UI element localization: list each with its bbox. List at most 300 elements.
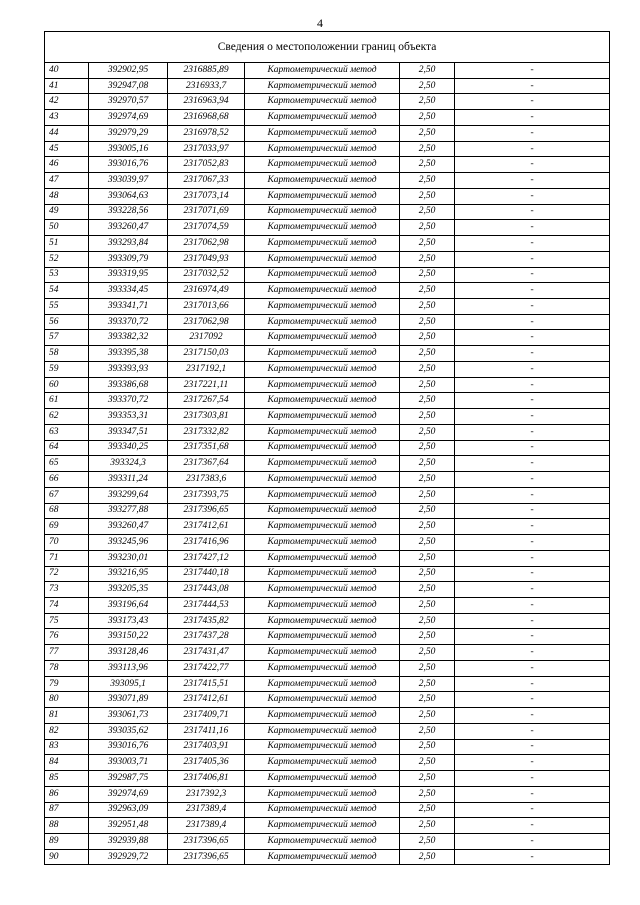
y-coordinate-cell: 2317389,4 [168,818,245,834]
accuracy-cell: 2,50 [400,849,455,865]
table-row [45,660,610,676]
point-number-cell: 49 [45,204,89,220]
accuracy-cell: 2,50 [400,173,455,189]
y-coordinate-cell: 2317267,54 [168,393,245,409]
x-coordinate-cell: 393293,84 [89,236,168,252]
y-coordinate-cell: 2317396,65 [168,503,245,519]
x-coordinate-cell: 393064,63 [89,188,168,204]
point-number-cell: 53 [45,267,89,283]
y-coordinate-cell: 2317403,91 [168,739,245,755]
accuracy-cell: 2,50 [400,723,455,739]
method-cell: Картометрический метод [245,739,400,755]
y-coordinate-cell: 2317392,3 [168,786,245,802]
method-cell: Картометрический метод [245,613,400,629]
page-number: 4 [317,16,323,30]
x-coordinate-cell: 393382,32 [89,330,168,346]
y-coordinate-cell: 2317412,61 [168,519,245,535]
y-coordinate-cell: 2317406,81 [168,771,245,787]
note-cell: - [455,330,610,346]
point-number-cell: 83 [45,739,89,755]
point-number-cell: 51 [45,236,89,252]
x-coordinate-cell: 392970,57 [89,94,168,110]
method-cell: Картометрический метод [245,314,400,330]
point-number-cell: 89 [45,833,89,849]
table-row [45,173,610,189]
note-cell: - [455,141,610,157]
method-cell: Картометрический метод [245,645,400,661]
table-row [45,157,610,173]
note-cell: - [455,251,610,267]
method-cell: Картометрический метод [245,833,400,849]
method-cell: Картометрический метод [245,708,400,724]
accuracy-cell: 2,50 [400,566,455,582]
table-row [45,314,610,330]
point-number-cell: 44 [45,125,89,141]
x-coordinate-cell: 392963,09 [89,802,168,818]
x-coordinate-cell: 393260,47 [89,220,168,236]
point-number-cell: 72 [45,566,89,582]
note-cell: - [455,487,610,503]
x-coordinate-cell: 393395,38 [89,346,168,362]
note-cell: - [455,660,610,676]
note-cell: - [455,220,610,236]
point-number-cell: 66 [45,472,89,488]
table-row [45,503,610,519]
accuracy-cell: 2,50 [400,645,455,661]
accuracy-cell: 2,50 [400,361,455,377]
note-cell: - [455,535,610,551]
method-cell: Картометрический метод [245,771,400,787]
point-number-cell: 69 [45,519,89,535]
table-row [45,78,610,94]
x-coordinate-cell: 392929,72 [89,849,168,865]
y-coordinate-cell: 2316974,49 [168,283,245,299]
point-number-cell: 75 [45,613,89,629]
accuracy-cell: 2,50 [400,188,455,204]
y-coordinate-cell: 2317437,28 [168,629,245,645]
y-coordinate-cell: 2317221,11 [168,377,245,393]
x-coordinate-cell: 393319,95 [89,267,168,283]
point-number-cell: 74 [45,597,89,613]
x-coordinate-cell: 392939,88 [89,833,168,849]
note-cell: - [455,456,610,472]
point-number-cell: 76 [45,629,89,645]
table-row [45,283,610,299]
point-number-cell: 43 [45,110,89,126]
method-cell: Картометрический метод [245,786,400,802]
x-coordinate-cell: 393016,76 [89,739,168,755]
point-number-cell: 50 [45,220,89,236]
table-row [45,141,610,157]
x-coordinate-cell: 392947,08 [89,78,168,94]
point-number-cell: 73 [45,582,89,598]
table-title-row [45,32,610,63]
point-number-cell: 62 [45,409,89,425]
x-coordinate-cell: 393353,31 [89,409,168,425]
method-cell: Картометрический метод [245,283,400,299]
accuracy-cell: 2,50 [400,613,455,629]
accuracy-cell: 2,50 [400,629,455,645]
accuracy-cell: 2,50 [400,440,455,456]
point-number-cell: 78 [45,660,89,676]
note-cell: - [455,236,610,252]
note-cell: - [455,424,610,440]
x-coordinate-cell: 393228,56 [89,204,168,220]
accuracy-cell: 2,50 [400,487,455,503]
x-coordinate-cell: 393370,72 [89,314,168,330]
y-coordinate-cell: 2316963,94 [168,94,245,110]
method-cell: Картометрический метод [245,78,400,94]
method-cell: Картометрический метод [245,472,400,488]
x-coordinate-cell: 392987,75 [89,771,168,787]
method-cell: Картометрический метод [245,597,400,613]
point-number-cell: 77 [45,645,89,661]
method-cell: Картометрический метод [245,110,400,126]
x-coordinate-cell: 393150,22 [89,629,168,645]
point-number-cell: 84 [45,755,89,771]
method-cell: Картометрический метод [245,204,400,220]
note-cell: - [455,110,610,126]
accuracy-cell: 2,50 [400,157,455,173]
accuracy-cell: 2,50 [400,739,455,755]
table-row [45,361,610,377]
accuracy-cell: 2,50 [400,299,455,315]
method-cell: Картометрический метод [245,550,400,566]
accuracy-cell: 2,50 [400,78,455,94]
x-coordinate-cell: 393324,3 [89,456,168,472]
accuracy-cell: 2,50 [400,204,455,220]
point-number-cell: 40 [45,63,89,79]
accuracy-cell: 2,50 [400,597,455,613]
accuracy-cell: 2,50 [400,409,455,425]
accuracy-cell: 2,50 [400,220,455,236]
point-number-cell: 88 [45,818,89,834]
table-row [45,755,610,771]
y-coordinate-cell: 2316885,89 [168,63,245,79]
table-row [45,802,610,818]
method-cell: Картометрический метод [245,723,400,739]
y-coordinate-cell: 2317444,53 [168,597,245,613]
point-number-cell: 79 [45,676,89,692]
note-cell: - [455,771,610,787]
table-row [45,723,610,739]
point-number-cell: 70 [45,535,89,551]
point-number-cell: 42 [45,94,89,110]
table-row [45,440,610,456]
accuracy-cell: 2,50 [400,802,455,818]
method-cell: Картометрический метод [245,393,400,409]
method-cell: Картометрический метод [245,566,400,582]
y-coordinate-cell: 2316978,52 [168,125,245,141]
accuracy-cell: 2,50 [400,519,455,535]
method-cell: Картометрический метод [245,157,400,173]
x-coordinate-cell: 392951,48 [89,818,168,834]
method-cell: Картометрический метод [245,755,400,771]
point-number-cell: 71 [45,550,89,566]
y-coordinate-cell: 2317067,33 [168,173,245,189]
x-coordinate-cell: 393003,71 [89,755,168,771]
x-coordinate-cell: 393340,25 [89,440,168,456]
y-coordinate-cell: 2317049,93 [168,251,245,267]
table-row [45,299,610,315]
y-coordinate-cell: 2317443,08 [168,582,245,598]
table-row [45,771,610,787]
accuracy-cell: 2,50 [400,818,455,834]
method-cell: Картометрический метод [245,629,400,645]
accuracy-cell: 2,50 [400,771,455,787]
table-row [45,409,610,425]
table-row [45,346,610,362]
note-cell: - [455,708,610,724]
y-coordinate-cell: 2317351,68 [168,440,245,456]
method-cell: Картометрический метод [245,141,400,157]
note-cell: - [455,188,610,204]
y-coordinate-cell: 2317074,59 [168,220,245,236]
table-row [45,377,610,393]
note-cell: - [455,361,610,377]
x-coordinate-cell: 393095,1 [89,676,168,692]
accuracy-cell: 2,50 [400,110,455,126]
method-cell: Картометрический метод [245,377,400,393]
x-coordinate-cell: 393173,43 [89,613,168,629]
y-coordinate-cell: 2317389,4 [168,802,245,818]
x-coordinate-cell: 393347,51 [89,424,168,440]
note-cell: - [455,393,610,409]
table-row [45,739,610,755]
point-number-cell: 57 [45,330,89,346]
accuracy-cell: 2,50 [400,236,455,252]
method-cell: Картометрический метод [245,802,400,818]
x-coordinate-cell: 393393,93 [89,361,168,377]
method-cell: Картометрический метод [245,409,400,425]
method-cell: Картометрический метод [245,63,400,79]
table-row [45,393,610,409]
y-coordinate-cell: 2317411,16 [168,723,245,739]
accuracy-cell: 2,50 [400,94,455,110]
y-coordinate-cell: 2317416,96 [168,535,245,551]
accuracy-cell: 2,50 [400,833,455,849]
x-coordinate-cell: 393334,45 [89,283,168,299]
note-cell: - [455,283,610,299]
table-row [45,597,610,613]
table-row [45,188,610,204]
y-coordinate-cell: 2317412,61 [168,692,245,708]
accuracy-cell: 2,50 [400,550,455,566]
note-cell: - [455,818,610,834]
y-coordinate-cell: 2317032,52 [168,267,245,283]
point-number-cell: 46 [45,157,89,173]
accuracy-cell: 2,50 [400,786,455,802]
method-cell: Картометрический метод [245,503,400,519]
y-coordinate-cell: 2317422,77 [168,660,245,676]
y-coordinate-cell: 2317303,81 [168,409,245,425]
note-cell: - [455,94,610,110]
accuracy-cell: 2,50 [400,377,455,393]
y-coordinate-cell: 2317052,83 [168,157,245,173]
y-coordinate-cell: 2317409,71 [168,708,245,724]
accuracy-cell: 2,50 [400,660,455,676]
table-row [45,708,610,724]
y-coordinate-cell: 2317073,14 [168,188,245,204]
method-cell: Картометрический метод [245,220,400,236]
y-coordinate-cell: 2317393,75 [168,487,245,503]
y-coordinate-cell: 2317150,03 [168,346,245,362]
table-row [45,676,610,692]
method-cell: Картометрический метод [245,582,400,598]
x-coordinate-cell: 393205,35 [89,582,168,598]
table-row [45,692,610,708]
note-cell: - [455,833,610,849]
point-number-cell: 52 [45,251,89,267]
table-row [45,330,610,346]
accuracy-cell: 2,50 [400,456,455,472]
note-cell: - [455,299,610,315]
table-row [45,63,610,79]
x-coordinate-cell: 393299,64 [89,487,168,503]
accuracy-cell: 2,50 [400,535,455,551]
table-row [45,550,610,566]
method-cell: Картометрический метод [245,330,400,346]
note-cell: - [455,409,610,425]
table-row [45,629,610,645]
accuracy-cell: 2,50 [400,503,455,519]
y-coordinate-cell: 2317440,18 [168,566,245,582]
y-coordinate-cell: 2317396,65 [168,833,245,849]
method-cell: Картометрический метод [245,361,400,377]
table-row [45,125,610,141]
note-cell: - [455,267,610,283]
table-row [45,535,610,551]
method-cell: Картометрический метод [245,424,400,440]
table-row [45,456,610,472]
table-body [45,63,610,865]
note-cell: - [455,566,610,582]
note-cell: - [455,377,610,393]
x-coordinate-cell: 393311,24 [89,472,168,488]
note-cell: - [455,723,610,739]
table-row [45,220,610,236]
point-number-cell: 82 [45,723,89,739]
table-row [45,487,610,503]
accuracy-cell: 2,50 [400,125,455,141]
y-coordinate-cell: 2317062,98 [168,236,245,252]
table-row [45,519,610,535]
method-cell: Картометрический метод [245,346,400,362]
table-row [45,833,610,849]
accuracy-cell: 2,50 [400,755,455,771]
x-coordinate-cell: 393230,01 [89,550,168,566]
point-number-cell: 67 [45,487,89,503]
table-row [45,110,610,126]
note-cell: - [455,676,610,692]
y-coordinate-cell: 2317062,98 [168,314,245,330]
x-coordinate-cell: 393035,62 [89,723,168,739]
x-coordinate-cell: 393039,97 [89,173,168,189]
note-cell: - [455,739,610,755]
point-number-cell: 85 [45,771,89,787]
table-row [45,613,610,629]
method-cell: Картометрический метод [245,660,400,676]
note-cell: - [455,629,610,645]
note-cell: - [455,849,610,865]
x-coordinate-cell: 393113,96 [89,660,168,676]
note-cell: - [455,440,610,456]
table-row [45,251,610,267]
y-coordinate-cell: 2317431,47 [168,645,245,661]
table-row [45,472,610,488]
note-cell: - [455,582,610,598]
note-cell: - [455,597,610,613]
point-number-cell: 41 [45,78,89,94]
note-cell: - [455,503,610,519]
method-cell: Картометрический метод [245,251,400,267]
point-number-cell: 86 [45,786,89,802]
table-row [45,566,610,582]
point-number-cell: 60 [45,377,89,393]
point-number-cell: 58 [45,346,89,362]
x-coordinate-cell: 392979,29 [89,125,168,141]
x-coordinate-cell: 393071,89 [89,692,168,708]
note-cell: - [455,125,610,141]
point-number-cell: 65 [45,456,89,472]
x-coordinate-cell: 392974,69 [89,786,168,802]
table-row [45,786,610,802]
table-row [45,236,610,252]
accuracy-cell: 2,50 [400,582,455,598]
method-cell: Картометрический метод [245,519,400,535]
x-coordinate-cell: 393128,46 [89,645,168,661]
accuracy-cell: 2,50 [400,314,455,330]
x-coordinate-cell: 393370,72 [89,393,168,409]
accuracy-cell: 2,50 [400,63,455,79]
accuracy-cell: 2,50 [400,283,455,299]
method-cell: Картометрический метод [245,849,400,865]
note-cell: - [455,645,610,661]
accuracy-cell: 2,50 [400,424,455,440]
accuracy-cell: 2,50 [400,393,455,409]
accuracy-cell: 2,50 [400,251,455,267]
x-coordinate-cell: 393061,73 [89,708,168,724]
accuracy-cell: 2,50 [400,472,455,488]
note-cell: - [455,802,610,818]
y-coordinate-cell: 2317092 [168,330,245,346]
accuracy-cell: 2,50 [400,330,455,346]
method-cell: Картометрический метод [245,818,400,834]
y-coordinate-cell: 2317405,36 [168,755,245,771]
point-number-cell: 56 [45,314,89,330]
point-number-cell: 55 [45,299,89,315]
x-coordinate-cell: 393260,47 [89,519,168,535]
boundary-coordinates-table [44,31,610,865]
point-number-cell: 64 [45,440,89,456]
note-cell: - [455,157,610,173]
method-cell: Картометрический метод [245,94,400,110]
y-coordinate-cell: 2317192,1 [168,361,245,377]
point-number-cell: 54 [45,283,89,299]
accuracy-cell: 2,50 [400,141,455,157]
method-cell: Картометрический метод [245,173,400,189]
x-coordinate-cell: 393309,79 [89,251,168,267]
y-coordinate-cell: 2317383,6 [168,472,245,488]
method-cell: Картометрический метод [245,692,400,708]
method-cell: Картометрический метод [245,188,400,204]
table-row [45,424,610,440]
table-row [45,818,610,834]
method-cell: Картометрический метод [245,535,400,551]
y-coordinate-cell: 2317396,65 [168,849,245,865]
x-coordinate-cell: 393386,68 [89,377,168,393]
y-coordinate-cell: 2317013,66 [168,299,245,315]
